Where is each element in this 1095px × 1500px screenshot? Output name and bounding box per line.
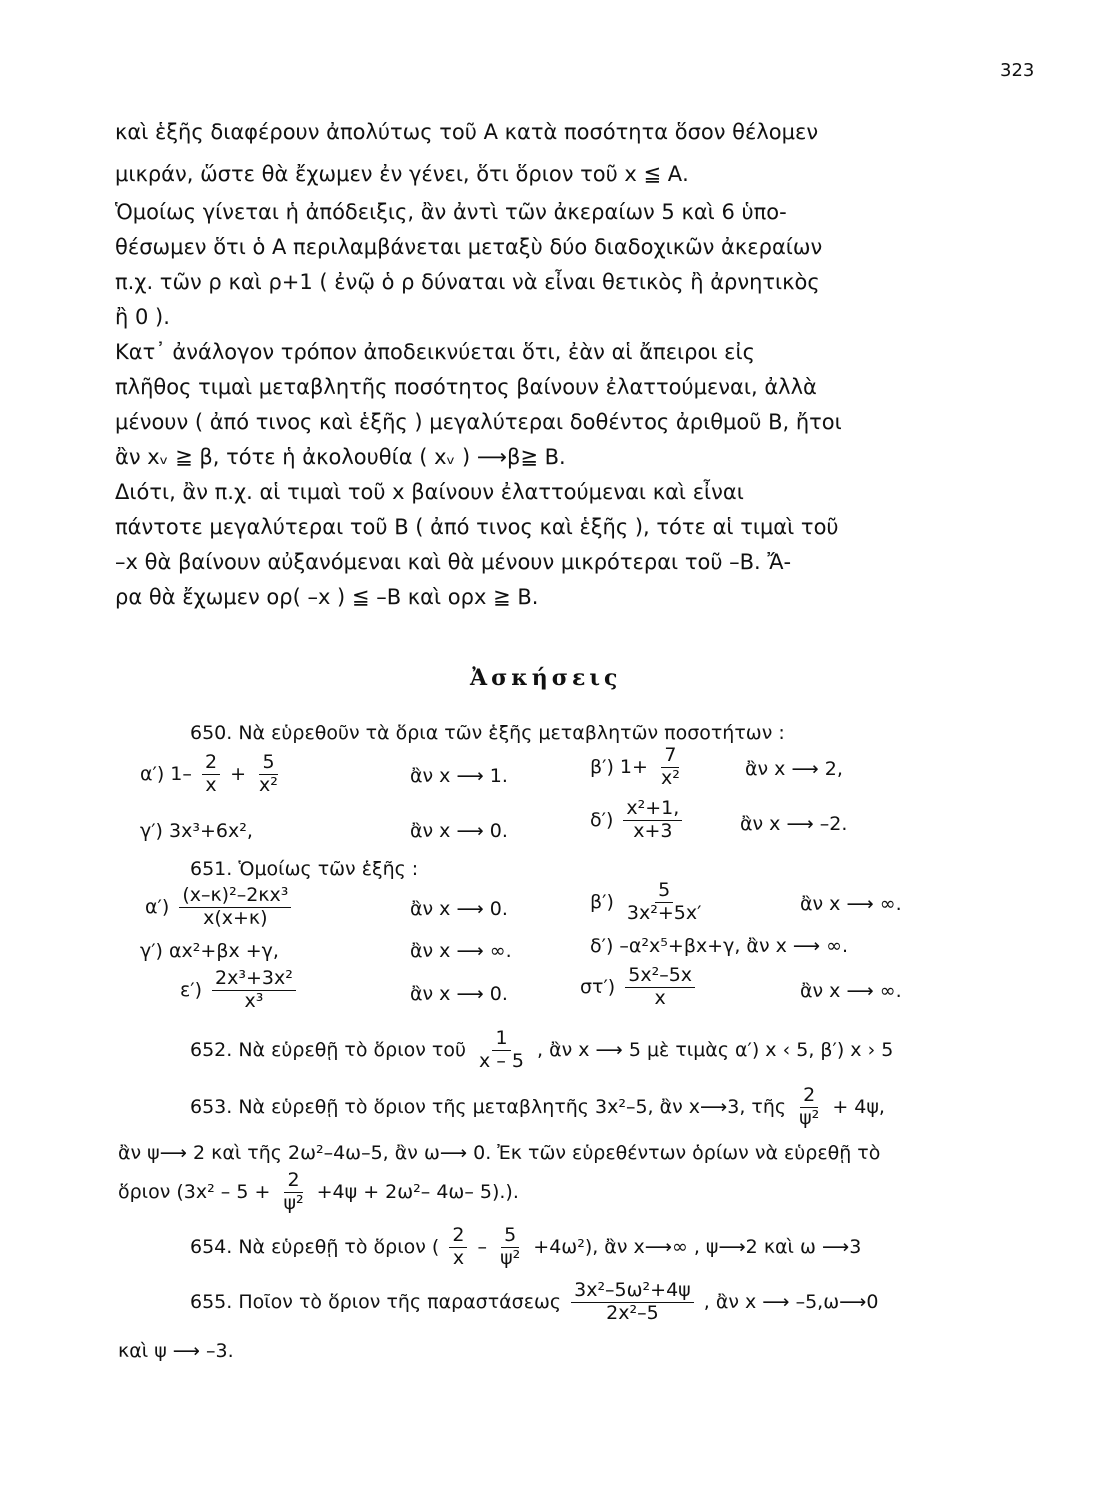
fraction: $\frac{\text{2x³+3x²}}{\text{x³}}$ [212, 968, 296, 1013]
exercise-651-a: α′) $\frac{\text{(x–κ)²–2κx³}}{x(x+\kappa)}$ [145, 885, 295, 930]
fraction: $\frac{5}{\text{x²}}$ [259, 751, 278, 796]
text-line: μένουν ( ἀπό τινος καὶ ἑξῆς ) μεγαλύτεραι δοθέντος ἀριθμοῦ Β, ἤτοι [115, 410, 842, 434]
exercise-651-d: δ′) –α²x⁵+βx+γ, ἂν x ⟶ ∞. [590, 935, 849, 957]
exercise-650-b: β′) 1+ $\frac{7}{\text{x²}}$ [590, 745, 687, 790]
fraction: $\frac{5}{\text{3x²+5x′}}$ [626, 879, 702, 924]
exercise-651-a-condition: ἂν x ⟶ 0. [410, 898, 508, 920]
fraction: $\frac{5}{\text{ψ²}}$ [500, 1224, 521, 1269]
exercise-653-line-2: ἂν ψ⟶ 2 καὶ τῆς 2ω²–4ω–5, ἂν ω⟶ 0. Ἐκ τῶν εὑρεθέντων ὁρίων νὰ εὑρεθῇ τὸ [118, 1142, 881, 1164]
exercise-655-line-2: καὶ ψ ⟶ –3. [118, 1340, 234, 1362]
exercise-652: 652. Νὰ εὑρεθῇ τὸ ὅριον τοῦ $\frac{1}{x - 5}$ , ἂν x ⟶ 5 μὲ τιμὰς α′) x ‹ 5, β′) x › 5 [190, 1027, 894, 1072]
exercise-651-e: ε′) $\frac{\text{2x³+3x²}}{\text{x³}}$ [180, 968, 300, 1013]
exercise-650-a-condition: ἂν x ⟶ 1. [410, 765, 508, 787]
text-line: Ὁμοίως γίνεται ἡ ἀπόδειξις, ἂν ἀντὶ τῶν ἀκεραίων 5 καὶ 6 ὑπο- [115, 200, 787, 224]
text-line: Κατ᾽ ἀνάλογον τρόπον ἀποδεικνύεται ὅτι, ἐὰν αἱ ἄπειροι εἰς [115, 340, 755, 364]
exercise-650-g-condition: ἂν x ⟶ 0. [410, 820, 508, 842]
text-line: πάντοτε μεγαλύτεραι τοῦ Β ( ἀπό τινος καὶ ἑξῆς ), τότε αἱ τιμαὶ τοῦ [115, 515, 839, 539]
fraction: $\frac{\text{(x–κ)²–2κx³}}{x(x+\kappa)}$ [179, 885, 291, 930]
exercise-651-b: β′) $\frac{5}{\text{3x²+5x′}}$ [590, 880, 708, 925]
fraction: $\frac{\text{3x²–5ω²+4ψ}}{\text{2x²–5}}$ [571, 1280, 694, 1325]
exercise-651-g: γ′) αx²+βx +γ, [140, 940, 279, 962]
exercise-651-st-condition: ἂν x ⟶ ∞. [800, 980, 902, 1002]
text-line: ἢ 0 ). [115, 305, 170, 329]
fraction: $\frac{2}{x}$ [202, 752, 220, 797]
exercise-650-a: α′) 1– $\frac{2}{x}$ + $\frac{5}{\text{x²}}$ [140, 752, 285, 797]
fraction: $\frac{\text{x²+1,}}{x+3}$ [623, 798, 682, 843]
exercise-650-b-condition: ἂν x ⟶ 2, [745, 758, 843, 780]
fraction: $\frac{7}{\text{x²}}$ [660, 744, 680, 789]
exercise-653-line-1: 653. Νὰ εὑρεθῇ τὸ ὅριον τῆς μεταβλητῆς 3x²–5, ἂν x⟶3, τῆς $\frac{2}{\text{ψ²}}$ + 4ψ, [190, 1084, 885, 1129]
exercise-655: 655. Ποῖον τὸ ὅριον τῆς παραστάσεως $\frac{\text{3x²–5ω²+4ψ}}{\text{2x²–5}}$ , ἂν x ⟶ –5,ω⟶0 [190, 1279, 879, 1324]
text-line: ρα θὰ ἔχωμεν ορ( –x ) ≦ –Β καὶ ορx ≧ Β. [115, 585, 539, 609]
exercise-650-d-condition: ἂν x ⟶ –2. [740, 813, 848, 835]
text-line: –x θὰ βαίνουν αὐξανόμεναι καὶ θὰ μένουν μικρότεραι τοῦ –Β. Ἄ- [115, 550, 792, 574]
text-line: ἂν xᵥ ≧ β, τότε ἡ ἀκολουθία ( xᵥ ) ⟶β≧ Β. [115, 445, 566, 469]
text-line: θέσωμεν ὅτι ὁ Α περιλαμβάνεται μεταξὺ δύο διαδοχικῶν ἀκεραίων [115, 235, 823, 259]
page-number: 323 [1000, 60, 1035, 81]
fraction: $\frac{2}{\text{ψ²}}$ [283, 1169, 304, 1214]
text-line: π.χ. τῶν ρ καὶ ρ+1 ( ἐνῷ ὁ ρ δύναται νὰ εἶναι θετικὸς ἢ ἀρνητικὸς [115, 270, 820, 294]
fraction: $\frac{2}{x}$ [449, 1225, 467, 1270]
fraction: $\frac{2}{\text{ψ²}}$ [799, 1084, 820, 1129]
fraction: $\frac{\text{5x²–5x}}{x}$ [625, 965, 695, 1010]
exercise-651-b-condition: ἂν x ⟶ ∞. [800, 893, 902, 915]
exercise-650-intro: 650. Νὰ εὑρεθοῦν τὰ ὅρια τῶν ἑξῆς μεταβλητῶν ποσοτήτων : [190, 722, 785, 744]
text-line: Διότι, ἂν π.χ. αἱ τιμαὶ τοῦ x βαίνουν ἐλαττούμεναι καὶ εἶναι [115, 480, 744, 504]
exercise-651-g-condition: ἂν x ⟶ ∞. [410, 940, 512, 962]
exercise-650-d: δ′) $\frac{\text{x²+1,}}{x+3}$ [590, 798, 686, 843]
exercise-650-g: γ′) 3x³+6x², [140, 820, 253, 842]
exercise-651-intro: 651. Ὁμοίως τῶν ἑξῆς : [190, 858, 419, 880]
exercise-651-e-condition: ἂν x ⟶ 0. [410, 983, 508, 1005]
exercise-651-st: στ′) $\frac{\text{5x²–5x}}{x}$ [580, 965, 699, 1010]
exercise-654: 654. Νὰ εὑρεθῇ τὸ ὅριον ( $\frac{2}{x}$ – $\frac{5}{\text{ψ²}}$ +4ω²), ἂν x⟶∞ , ψ⟶2 καὶ ω ⟶3 [190, 1224, 862, 1269]
exercises-heading: Ἀσκήσεις [470, 665, 622, 691]
fraction: $\frac{1}{x - 5}$ [479, 1027, 524, 1072]
text-line: καὶ ἑξῆς διαφέρουν ἀπολύτως τοῦ Α κατὰ ποσότητα ὅσον θέλομεν [115, 120, 819, 144]
text-line: μικράν, ὥστε θὰ ἔχωμεν ἐν γένει, ὅτι ὅριον τοῦ x ≦ Α. [115, 162, 689, 186]
exercise-653-line-3: ὅριον (3x² – 5 + $\frac{2}{\text{ψ²}}$ +4ψ + 2ω²– 4ω– 5).). [118, 1169, 519, 1214]
text-line: πλῆθος τιμαὶ μεταβλητῆς ποσότητος βαίνουν ἐλαττούμεναι, ἀλλὰ [115, 375, 817, 399]
